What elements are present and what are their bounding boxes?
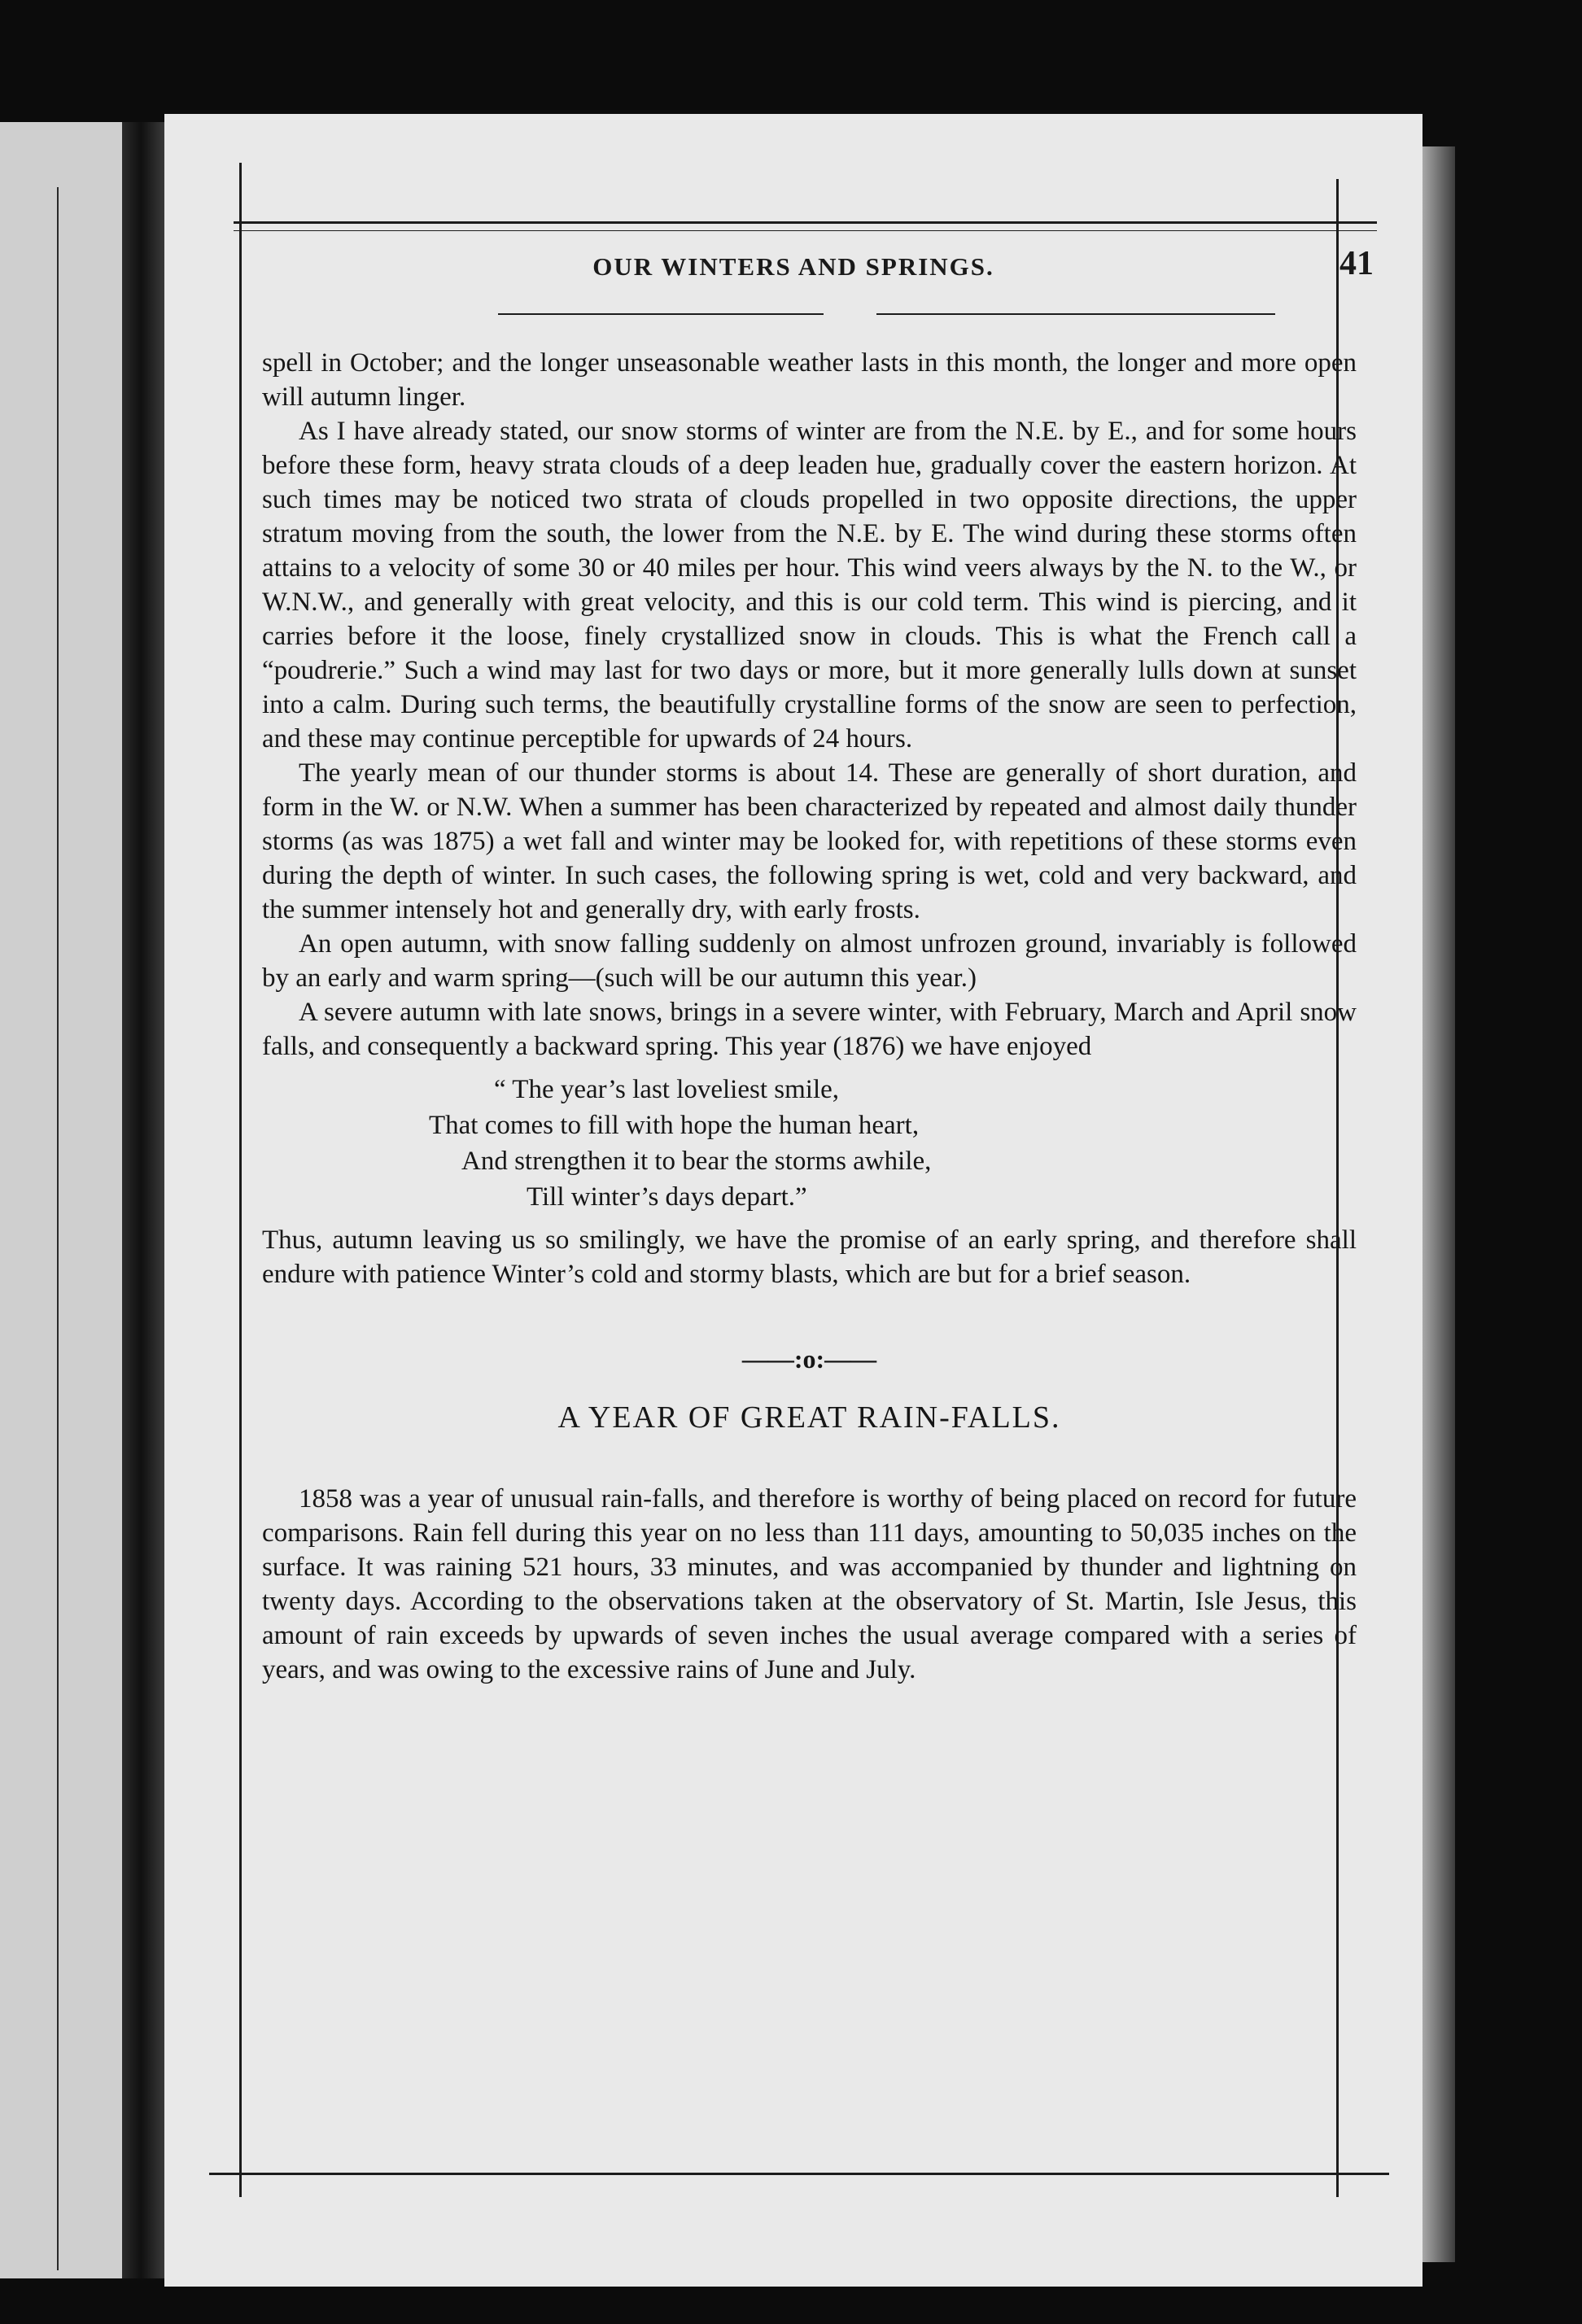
verse-line-4: Till winter’s days depart.”: [527, 1182, 807, 1212]
verse-line-3: And strengthen it to bear the storms awhile,: [461, 1147, 932, 1176]
facing-page-edge: [0, 122, 122, 2278]
page-number: 41: [1339, 245, 1374, 282]
bottom-frame-rule: [209, 2173, 1389, 2175]
book-gutter: [122, 122, 164, 2278]
paragraph-1: spell in October; and the longer unseasonable weather lasts in this month, the longer and more open will autumn linger.: [262, 348, 1357, 412]
book-page: [164, 114, 1422, 2287]
section-title: A YEAR OF GREAT RAIN-FALLS.: [557, 1400, 1061, 1435]
closing-paragraph: Thus, autumn leaving us so smilingly, we have the promise of an early spring, and therefore shall endure with patience Winter’s cold and stormy blasts, which are but for a brief season.: [262, 1225, 1357, 1289]
paragraph-4: An open autumn, with snow falling suddenly on almost unfrozen ground, invariably is followed by an early and warm spring—(such will be our autumn this year.): [262, 929, 1357, 993]
section-paragraph: 1858 was a year of unusual rain-falls, and therefore is worthy of being placed on record for future comparisons. Rain fell during this year on no less than 111 days, amounting to 50,035 inches on the surface. It was raining 521 hours, 33 minutes, and was accompanied by thunder and lightning on twenty days. According to the observations taken at the observatory of St. Martin, Isle Jesus, this amount of rain exceeds by upwards of seven inches the usual average compared with a series of years, and was owing to the excessive rains of June and July.: [262, 1484, 1357, 1684]
body-text: [262, 346, 1357, 1687]
paragraph-5: A severe autumn with late snows, brings in a severe winter, with February, March and April snow falls, and consequently a backward spring. This year (1876) we have enjoyed: [262, 998, 1357, 1061]
header-under-rule-left: [498, 313, 824, 315]
header-under-rule-right: [876, 313, 1275, 315]
top-frame-rule-thin: [234, 230, 1377, 231]
paragraph-3: The yearly mean of our thunder storms is about 14. These are generally of short duration, and form in the W. or N.W. When a summer has been characterized by repeated and almost daily thunder storms (as was 1875) a wet fall and winter may be looked for, with repetitions of these storms even during the depth of winter. In such cases, the following spring is wet, cold and very backward, and the summer intensely hot and generally dry, with early frosts.: [262, 758, 1357, 924]
paragraph-2: As I have already stated, our snow storms of winter are from the N.E. by E., and for some hours before these form, heavy strata clouds of a deep leaden hue, gradually cover the eastern horizon. At such times may be noticed two strata of clouds propelled in two opposite directions, the upper stratum moving from the south, the lower from the N.E. by E. The wind during these storms often attains to a velocity of some 30 or 40 miles per hour. This wind veers always by the N. to the W., or W.N.W., and generally with great velocity, and this is our cold term. This wind is piercing, and it carries before it the loose, finely crystallized snow in clouds. This is what the French call a “poudrerie.” Such a wind may last for two days or more, but it more generally lulls down at sunset into a calm. During such terms, the beautifully crystalline forms of the snow are seen to perfection, and these may continue perceptible for upwards of 24 hours.: [262, 417, 1357, 754]
facing-page-rule: [57, 187, 59, 2270]
section-divider: ——:o:——: [741, 1344, 877, 1374]
running-head: OUR WINTERS AND SPRINGS.: [592, 252, 994, 281]
verse-quotation: [262, 1072, 1357, 1215]
verse-line-1: “ The year’s last loveliest smile,: [494, 1075, 840, 1104]
verse-line-2: That comes to fill with hope the human heart,: [429, 1111, 920, 1140]
page-edge-shadow: [1422, 146, 1455, 2262]
top-frame-rule: [234, 221, 1377, 224]
left-frame-rule: [239, 163, 242, 2197]
